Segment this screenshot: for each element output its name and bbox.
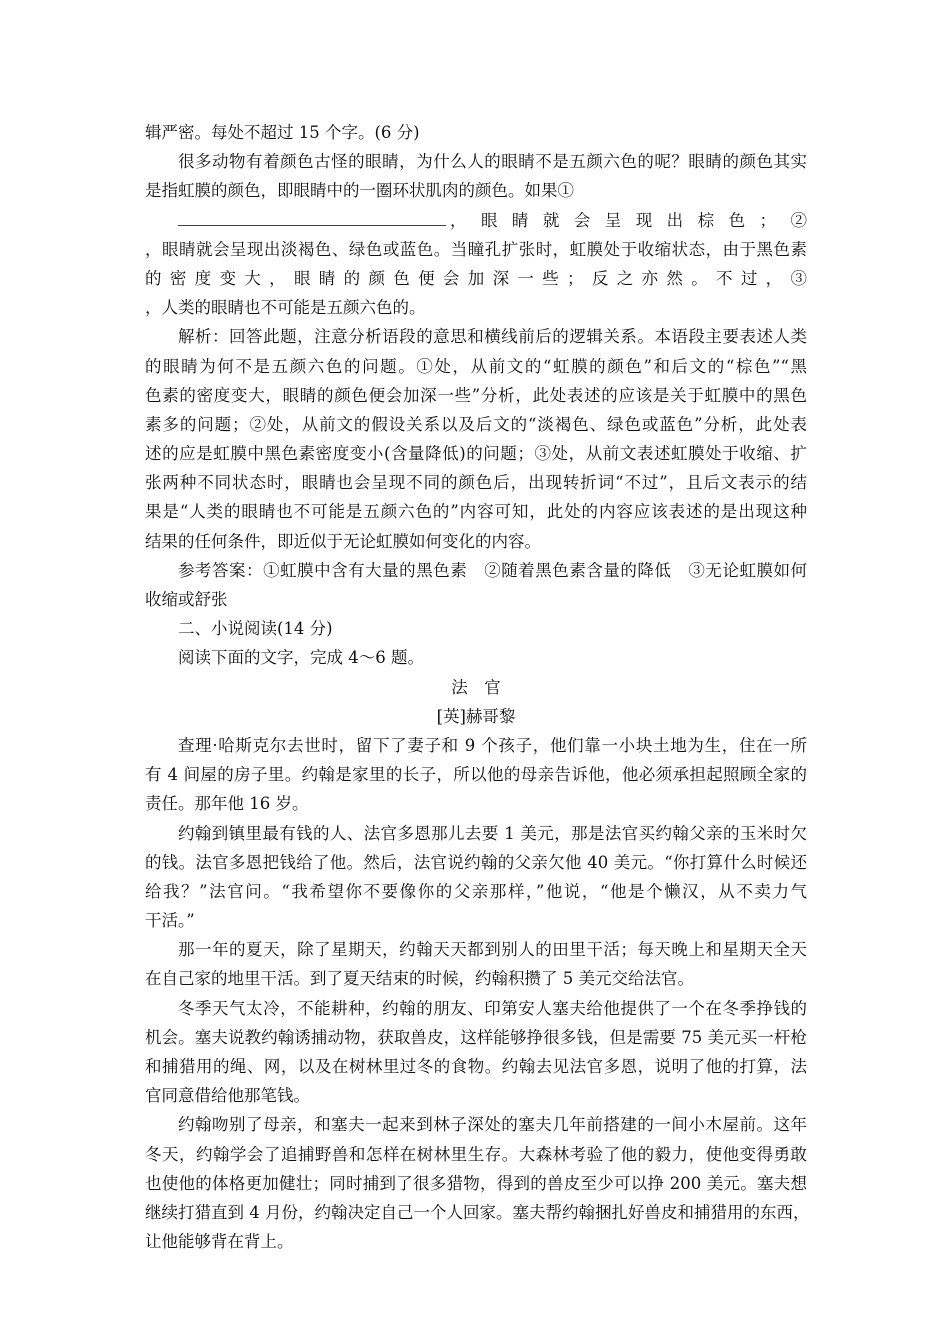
analysis-line: 的眼睛为何不是五颜六色的问题。①处，从前文的“虹膜的颜色”和后文的“棕色”“黑 bbox=[145, 356, 807, 376]
page-content bbox=[145, 118, 810, 1256]
story-line: 官同意借给他那笔钱。 bbox=[145, 1086, 310, 1106]
fill-in-blank-line bbox=[145, 206, 807, 235]
story-author: [英]赫哥黎 bbox=[436, 706, 516, 726]
story-line: 机会。塞夫说教约翰诱捕动物，获取兽皮，这样能够挣很多钱，但是需要 75 美元买一杆枪 bbox=[145, 1027, 807, 1047]
story-line: 也使他的体格更加健壮；同时捕到了很多猎物，得到的兽皮至少可以挣 200 美元。塞夫想 bbox=[145, 1173, 807, 1193]
text-line: ，人类的眼睛也不可能是五颜六色的。 bbox=[145, 298, 426, 318]
story-line: 有 4 间屋的房子里。约翰是家里的长子，所以他的母亲告诉他，他必须承担起照顾全家的 bbox=[145, 765, 807, 785]
story-line: 让他能够背在背上。 bbox=[145, 1232, 294, 1252]
story-line: 和捕猎用的绳、网，以及在树林里过冬的食物。约翰去见法官多恩，说明了他的打算，法 bbox=[145, 1057, 807, 1076]
story-line: 继续打猎直到 4 月份，约翰决定自己一个人回家。塞夫帮约翰捆扎好兽皮和捕猎用的东西， bbox=[145, 1202, 810, 1222]
text-line: 辑严密。每处不超过 15 个字。(6 分) bbox=[145, 123, 420, 142]
answer-line: 收缩或舒张 bbox=[145, 590, 228, 609]
story-line: 那一年的夏天，除了星期天，约翰天天都到别人的田里干活；每天晚上和星期天全天 bbox=[178, 940, 807, 960]
text-line: ，眼睛就会呈现出淡褐色、绿色或蓝色。当瞳孔扩张时，虹膜处于收缩状态，由于黑色素 bbox=[145, 239, 807, 259]
text-line: 的密度变大，眼睛的颜色便会加深一些；反之亦然。不过，③ bbox=[145, 268, 807, 288]
story-line: 给我？”法官问。“我希望你不要像你的父亲那样，”他说，“他是个懒汉，从不卖力气 bbox=[145, 881, 807, 901]
story-line: 干活。” bbox=[145, 911, 195, 931]
story-line: 责任。那年他 16 岁。 bbox=[145, 794, 309, 814]
story-line: 约翰吻别了母亲，和塞夫一起来到林子深处的塞夫几年前搭建的一间小木屋前。这年 bbox=[178, 1115, 807, 1135]
text-line: 是指虹膜的颜色，即眼睛中的一圈环状肌肉的颜色。如果① bbox=[145, 181, 574, 201]
answer-line: 参考答案：①虹膜中含有大量的黑色素 ②随着黑色素含量的降低 ③无论虹膜如何 bbox=[178, 560, 807, 580]
paragraph-line: 很多动物有着颜色古怪的眼睛，为什么人的眼睛不是五颜六色的呢？眼睛的颜色其实 bbox=[178, 152, 807, 172]
text-line: ，眼睛就会呈现出棕色；② bbox=[450, 210, 807, 230]
analysis-line: 张两种不同状态时，眼睛也会呈现不同的颜色后，出现转折词“不过”，且后文表示的结 bbox=[145, 473, 807, 493]
analysis-line: 结果的任何条件，即近似于无论虹膜如何变化的内容。 bbox=[145, 531, 541, 551]
analysis-line: 述的应是虹膜中黑色素密度变小(含量降低)的问题；③处，从前文表述虹膜处于收缩、扩 bbox=[145, 444, 807, 464]
story-line: 约翰到镇里最有钱的人、法官多恩那儿去要 1 美元，那是法官买约翰父亲的玉米时欠 bbox=[178, 823, 807, 843]
story-line: 查理·哈斯克尔去世时，留下了妻子和 9 个孩子，他们靠一小块土地为生，住在一所 bbox=[178, 735, 807, 755]
analysis-line: 素多的问题；②处，从前文的假设关系以及后文的“淡褐色、绿色或蓝色”分析，此处表 bbox=[145, 414, 807, 434]
analysis-line: 解析：回答此题，注意分析语段的意思和横线前后的逻辑关系。本语段主要表述人类 bbox=[178, 327, 807, 347]
section-heading: 二、小说阅读(14 分) bbox=[178, 619, 333, 639]
story-line: 冬天，约翰学会了追捕野兽和怎样在树林里生存。大森林考验了他的毅力，使他变得勇敢 bbox=[145, 1144, 807, 1164]
story-title: 法 官 bbox=[451, 677, 501, 697]
instruction-line: 阅读下面的文字，完成 4～6 题。 bbox=[178, 648, 424, 668]
story-line: 冬季天气太冷，不能耕种，约翰的朋友、印第安人塞夫给他提供了一个在冬季挣钱的 bbox=[178, 998, 807, 1018]
story-line: 的钱。法官多恩把钱给了他。然后，法官说约翰的父亲欠他 40 美元。“你打算什么时候还 bbox=[145, 852, 807, 872]
story-line: 在自己家的地里干活。到了夏天结束的时候，约翰积攒了 5 美元交给法官。 bbox=[145, 969, 694, 989]
analysis-line: 果是“人类的眼睛也不可能是五颜六色的”内容可知，此处的内容应该表述的是出现这种 bbox=[145, 502, 807, 522]
answer-blank-1[interactable] bbox=[178, 207, 446, 226]
analysis-line: 色素的密度变大，眼睛的颜色便会加深一些”分析，此处表述的应该是关于虹膜中的黑色 bbox=[145, 385, 807, 405]
